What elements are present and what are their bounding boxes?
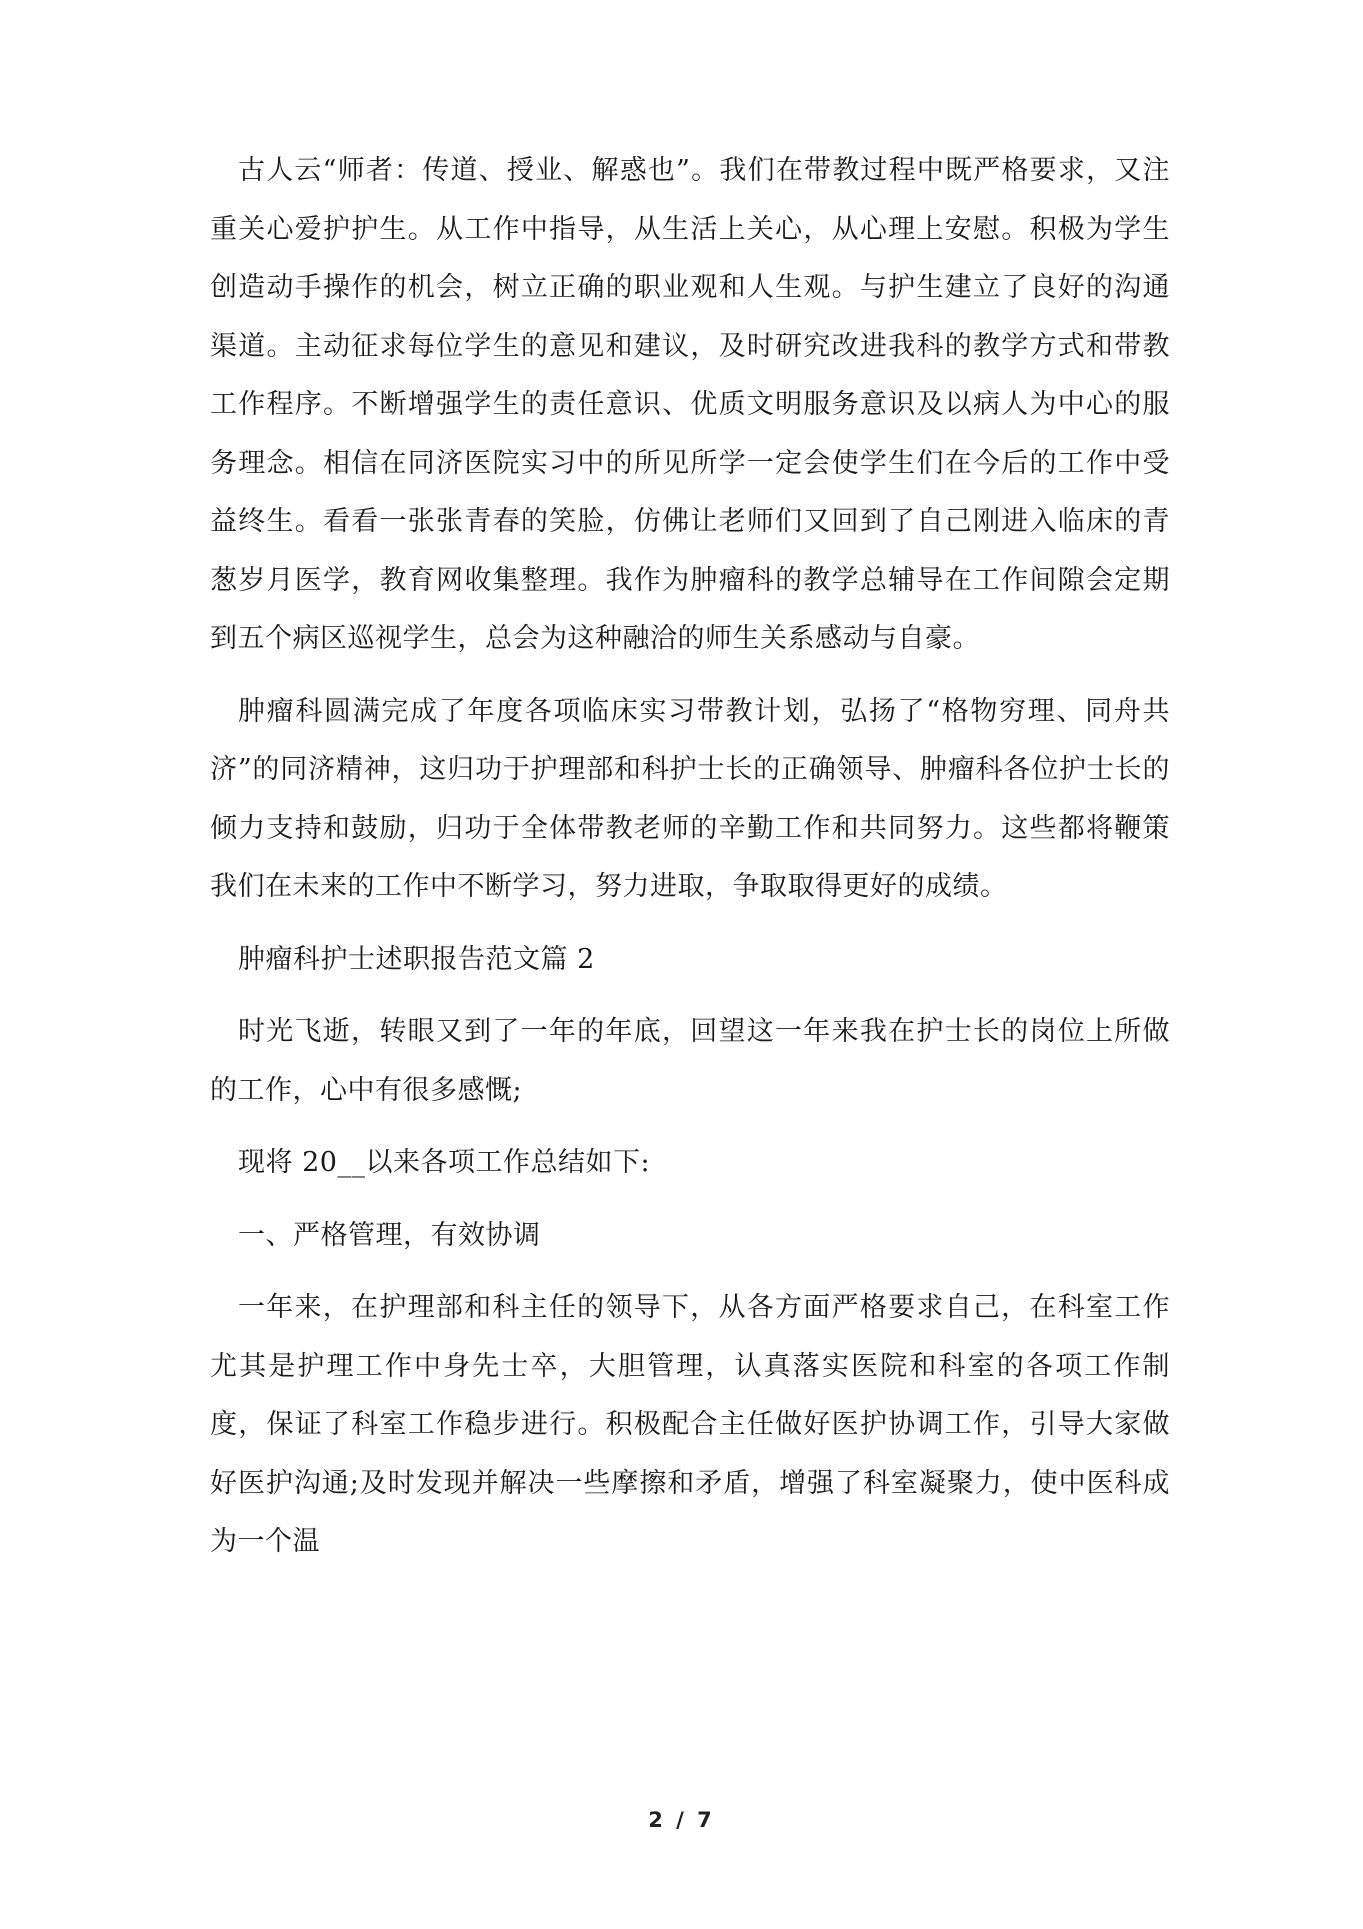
section-title-report-2: 肿瘤科护士述职报告范文篇 2: [238, 943, 595, 975]
paragraph-completion-thanks: 肿瘤科圆满完成了年度各项临床实习带教计划，弘扬了“格物穷理、同舟共济”的同济精神，这归功于护理部和科护士长的正确领导、肿瘤科各位护士长的倾力支持和鼓励，归功于全体带教老师的辛勤工作和共同努力。这些都将鞭策我们在未来的工作中不断学习，努力进取，争取取得更好的成绩。: [210, 695, 1170, 902]
paragraph-year-review: 时光飞逝，转眼又到了一年的年底，回望这一年来我在护士长的岗位上所做的工作，心中有很多感慨;: [210, 1016, 1170, 1106]
paragraph-teaching-care: 古人云“师者：传道、授业、解惑也”。我们在带教过程中既严格要求，又注重关心爱护护生。从工作中指导，从生活上关心，从心理上安慰。积极为学生创造动手操作的机会，树立正确的职业观和人生观。与护生建立了良好的沟通渠道。主动征求每位学生的意见和建议，及时研究改进我科的教学方式和带教工作程序。不断增强学生的责任意识、优质文明服务意识及以病人为中心的服务理念。相信在同济医院实习中的所见所学一定会使学生们在今后的工作中受益终生。看看一张张青春的笑脸，仿佛让老师们又回到了自己刚进入临床的青葱岁月医学，教育网收集整理。我作为肿瘤科的教学总辅导在工作间隙会定期到五个病区巡视学生，总会为这种融洽的师生关系感动与自豪。: [210, 155, 1170, 654]
paragraph-management-details: 一年来，在护理部和科主任的领导下，从各方面严格要求自己，在科室工作尤其是护理工作中身先士卒，大胆管理，认真落实医院和科室的各项工作制度，保证了科室工作稳步进行。积极配合主任做好医护协调工作，引导大家做好医护沟通;及时发现并解决一些摩擦和矛盾，增强了科室凝聚力，使中医科成为一个温: [210, 1292, 1170, 1557]
document-body: [210, 142, 1170, 1572]
paragraph-summary-intro: 现将 20__以来各项工作总结如下:: [238, 1147, 651, 1178]
page-number: 2 / 7: [648, 1808, 715, 1832]
subheading-strict-management: 一、严格管理，有效协调: [238, 1219, 541, 1251]
